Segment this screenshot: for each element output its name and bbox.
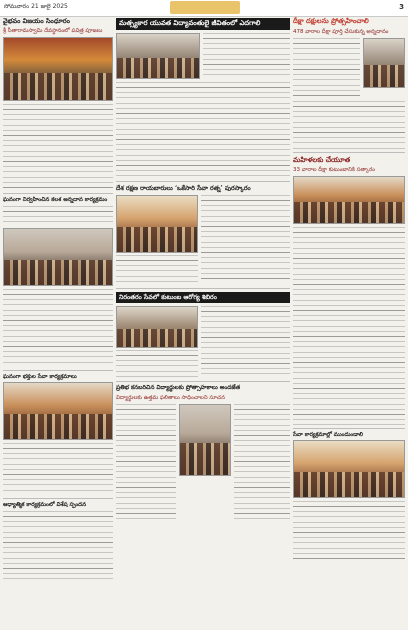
article-photo (293, 176, 405, 224)
column-left (3, 18, 113, 581)
divider (293, 152, 405, 153)
divider (3, 498, 113, 499)
article-subheadline: 478 వారాల దీక్షా పూర్తి చేసుకున్న అన్నదానం (293, 28, 389, 35)
article-headline: ప్రతిభ కనబరిచిన విద్యార్థులకు ప్రోత్సాహకాలు అందజేత (116, 385, 241, 392)
article-body-text (116, 82, 290, 178)
column-right (293, 18, 405, 561)
article-body-text (293, 501, 405, 561)
article-body-text (201, 195, 290, 283)
article-body-text (3, 104, 113, 190)
divider (116, 381, 290, 382)
page-date: సోమవారం 21 జులై 2025 (4, 3, 68, 10)
article-body-text (203, 33, 290, 77)
article-subheadline: శ్రీ సీతారామస్వామి దేవస్థానంలో పవిత్ర పూజలు (3, 28, 103, 35)
article-body-text (116, 404, 176, 522)
article-body-text (293, 101, 405, 149)
article-headline: మహిళలకు చేయూత (293, 154, 351, 164)
article-photo (116, 33, 200, 79)
article-headline: ఘనంగా నిర్వహించిన కలశ అన్నదాన కార్యక్రమం (3, 197, 108, 204)
article-headline: మత్స్యకార యువత విద్యావంతులై జీవితంలో ఎదగాలి (116, 18, 290, 30)
article-headline: సేవా కార్యక్రమాల్లో ముందుండాలి (293, 431, 364, 438)
page-header (0, 0, 408, 17)
article-photo (116, 306, 198, 348)
divider (116, 181, 290, 182)
article-headline: వైభవం విజయం సింధూరం (3, 17, 70, 25)
column-center (116, 18, 290, 522)
article-body-text (293, 227, 405, 425)
article-headline: నిరంతరం సేవలో కుటుంబ ఆరోగ్య శిబిరం (116, 292, 290, 303)
article-body-text (3, 443, 113, 495)
divider (293, 428, 405, 429)
article-headline: ఆధ్యాత్మిక కార్యక్రమంలో విశేష స్పందన (3, 502, 87, 509)
article-photo (293, 440, 405, 498)
article-photo (3, 228, 113, 286)
article-body-text (201, 306, 290, 376)
masthead-logo (170, 1, 240, 14)
article-photo (3, 37, 113, 101)
divider (116, 288, 290, 289)
article-body-text (3, 511, 113, 581)
article-body-text (293, 38, 360, 98)
article-photo (363, 38, 405, 88)
article-photo (116, 195, 198, 253)
article-subheadline: విద్యార్థులకు ఉత్తమ ఫలితాలు సాధించాలని సూచన (116, 394, 225, 401)
article-body-text (3, 206, 113, 226)
article-subheadline: 33 వారాల దీక్షా కుటుంబానికి సత్కారం (293, 166, 376, 173)
article-body-text (116, 255, 198, 285)
page-number: 3 (399, 3, 404, 11)
divider (3, 193, 113, 194)
article-headline: దేశ రక్షణ రాయబారులు ‘ఒకేసారి సేవా రత్న’ పురస్కారం (116, 184, 251, 192)
article-photo (179, 404, 231, 476)
article-body-text (116, 350, 198, 378)
article-headline: దీక్షా దక్షులను ప్రోత్సహించాలి (293, 17, 369, 25)
article-body-text (3, 289, 113, 367)
article-body-text (234, 404, 290, 522)
article-headline: ఘనంగా భక్తుల సేవా కార్యక్రమాలు (3, 373, 77, 380)
divider (3, 370, 113, 371)
article-photo (3, 382, 113, 440)
